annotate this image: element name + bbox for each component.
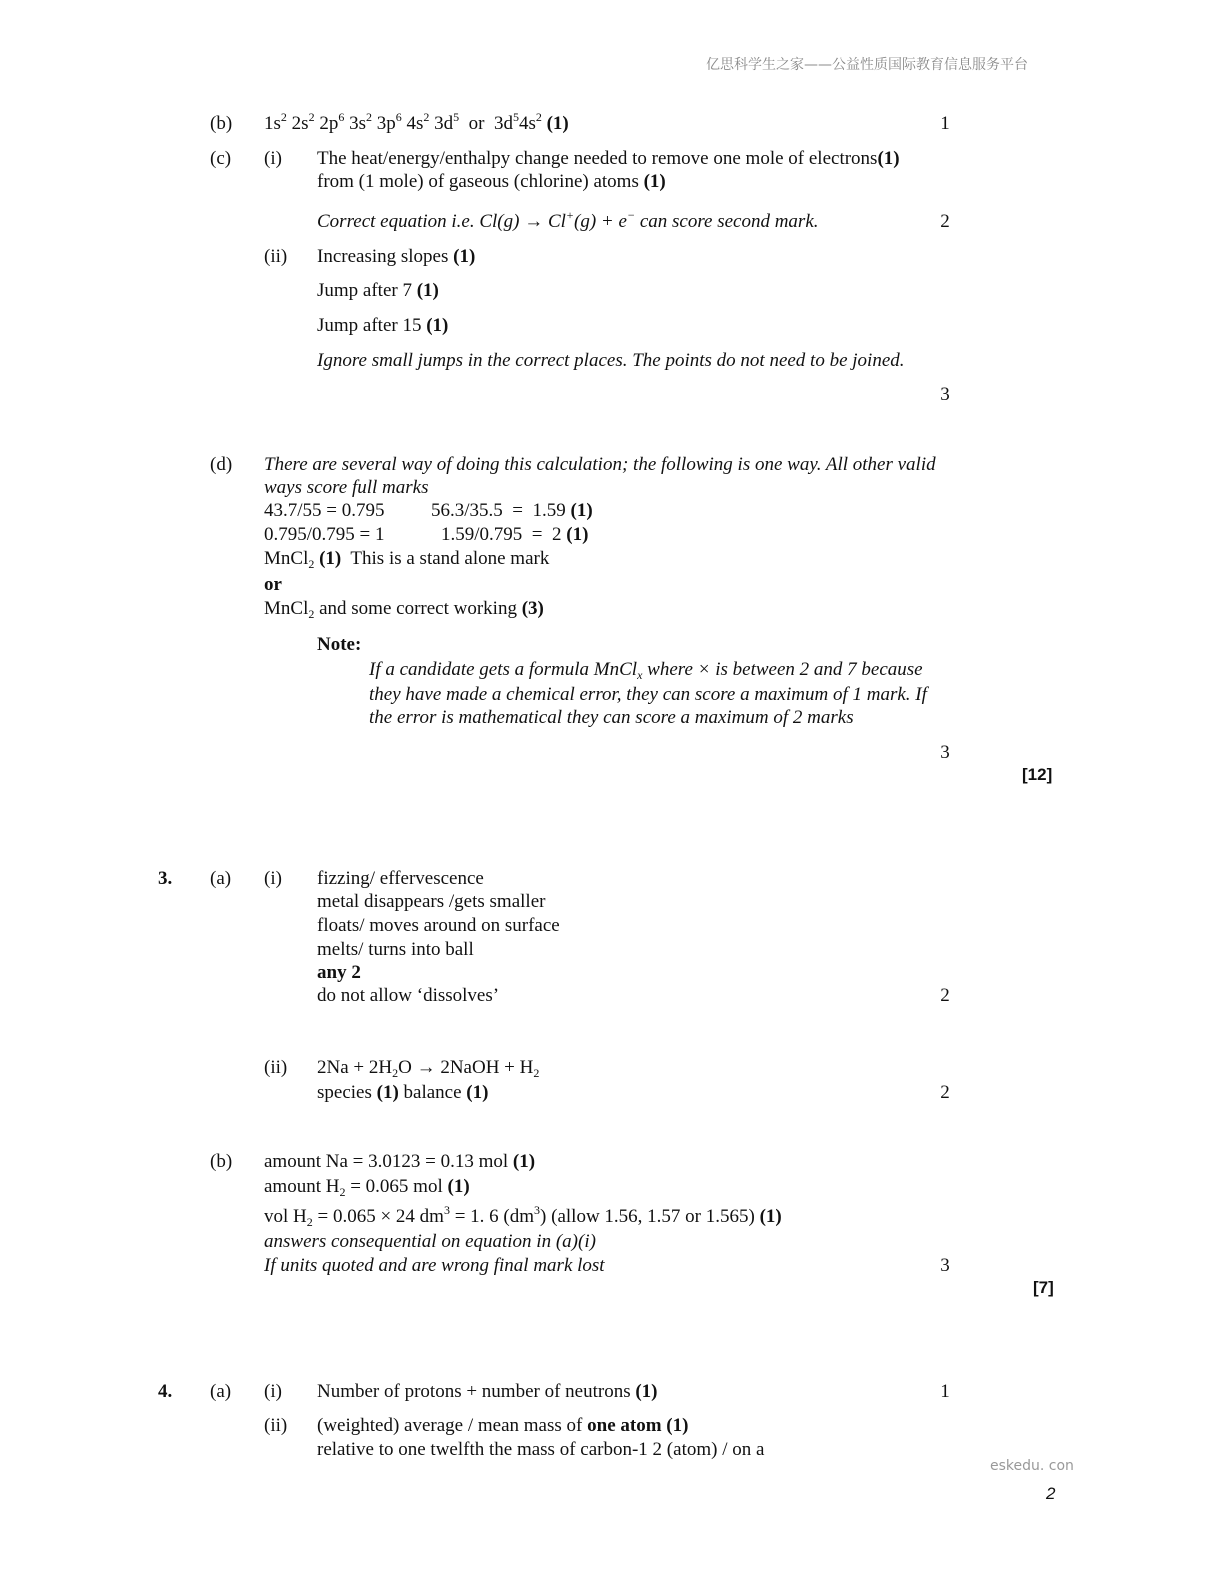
q2-d-intro1: There are several way of doing this calculation; the following is one way. All other valid <box>264 454 936 475</box>
q2-d-note-title: Note: <box>317 634 362 655</box>
q2-c-ii-line1: Increasing slopes (1) <box>317 246 476 267</box>
q4-a-label: (a) <box>210 1381 232 1402</box>
q2-d-calc1a: 43.7/55 = 0.795 <box>264 500 385 521</box>
q2-d-note1: If a candidate gets a formula MnCl$_x$ where × is between 2 and 7 because <box>369 659 923 682</box>
q3-a-i-line: melts/ turns into ball <box>317 939 474 960</box>
q2-c-i-note: Correct equation i.e. Cl(g) → Cl+(g) + e− can score second mark. <box>317 208 819 232</box>
q3-a-i-line: metal disappears /gets smaller <box>317 891 546 912</box>
q3-b-line1: amount Na = 3.0123 = 0.13 mol (1) <box>264 1151 536 1172</box>
q2-b-label: (b) <box>210 113 233 134</box>
q3-b-score: 3 <box>940 1255 950 1276</box>
q2-b-score: 1 <box>940 113 950 134</box>
q2-c-i-label: (i) <box>264 148 282 169</box>
q4-a-ii-line1: (weighted) average / mean mass of one atom (1) <box>317 1415 689 1436</box>
q3-a-i-any: any 2 <box>317 962 361 983</box>
q3-a-i-note: do not allow ‘dissolves’ <box>317 985 500 1006</box>
q2-b-electron-config: $1s^2$ $2s^2$ $2p^6$ $3s^2$ $3p^6$ $4s^2$ $3d^5$ or $3d^54s^2$ (1) <box>264 110 569 134</box>
q3-b-line4: answers consequential on equation in (a)(i) <box>264 1231 596 1252</box>
q2-c-i-line2: from (1 mole) of gaseous (chlorine) atoms (1) <box>317 171 666 192</box>
q2-total: [12] <box>1022 765 1053 784</box>
page-number: 2 <box>1046 1484 1056 1503</box>
q2-d-label: (d) <box>210 454 233 475</box>
q4-a-i-score: 1 <box>940 1381 950 1402</box>
q2-c-ii-score: 3 <box>940 384 950 405</box>
q2-d-formula1: MnCl$_2$ (1) This is a stand alone mark <box>264 548 550 571</box>
q2-d-calc2a: 0.795/0.795 = 1 <box>264 524 385 545</box>
q2-d-calc1b: 56.3/35.5 = 1.59 (1) <box>431 500 593 521</box>
q3-a-ii-equation: $2Na + 2H_2O$ → 2NaOH + $H_2$ <box>317 1057 540 1080</box>
q2-c-label: (c) <box>210 148 232 169</box>
q4-a-ii-label: (ii) <box>264 1415 288 1436</box>
q2-c-ii-label: (ii) <box>264 246 288 267</box>
q2-d-intro2: ways score full marks <box>264 477 429 498</box>
q3-a-i-score: 2 <box>940 985 950 1006</box>
q2-c-ii-line3: Jump after 15 (1) <box>317 315 449 336</box>
q3-b-line2: amount $H_2 = 0.065$ mol (1) <box>264 1176 470 1199</box>
q4-a-i-text: Number of protons + number of neutrons (1) <box>317 1381 658 1402</box>
q4-a-i-label: (i) <box>264 1381 282 1402</box>
q3-b-line3: vol $H_2 = 0.065 \times 24$ $dm^3 = 1$. 6 $(dm^3)$ (allow 1.56, 1.57 or 1.565) (1) <box>264 1203 782 1229</box>
q3-a-ii-marking: species (1) balance (1) <box>317 1082 489 1103</box>
q3-total: [7] <box>1033 1278 1054 1297</box>
q3-a-ii-label: (ii) <box>264 1057 288 1078</box>
q3-b-label: (b) <box>210 1151 233 1172</box>
q3-b-line5: If units quoted and are wrong final mark lost <box>264 1255 605 1276</box>
q4-a-ii-line2: relative to one twelfth the mass of carbon-1 2 (atom) / on a <box>317 1439 765 1460</box>
q2-d-formula2: MnCl$_2$ and some correct working (3) <box>264 598 544 621</box>
q2-c-ii-note: Ignore small jumps in the correct places. The points do not need to be joined. <box>317 350 905 371</box>
q2-c-i-score: 2 <box>940 211 950 232</box>
q2-d-note3: the error is mathematical they can score a maximum of 2 marks <box>369 707 854 728</box>
q3-number: 3. <box>158 868 173 889</box>
q2-d-calc2b: 1.59/0.795 = 2 (1) <box>441 524 589 545</box>
q2-c-i-line1: The heat/energy/enthalpy change needed to remove one mole of electrons(1) <box>317 148 900 169</box>
q3-a-i-line: fizzing/ effervescence <box>317 868 484 889</box>
q2-d-score: 3 <box>940 742 950 763</box>
q2-c-ii-line2: Jump after 7 (1) <box>317 280 439 301</box>
q2-d-note2: they have made a chemical error, they can score a maximum of 1 mark. If <box>369 684 927 705</box>
q3-a-i-label: (i) <box>264 868 282 889</box>
q3-a-ii-score: 2 <box>940 1082 950 1103</box>
site-header: 亿思科学生之家——公益性质国际教育信息服务平台 <box>706 57 1028 73</box>
q4-number: 4. <box>158 1381 173 1402</box>
q2-d-or: or <box>264 574 282 595</box>
q3-a-label: (a) <box>210 868 232 889</box>
q3-a-i-line: floats/ moves around on surface <box>317 915 560 936</box>
watermark: eskedu. con <box>990 1458 1074 1474</box>
